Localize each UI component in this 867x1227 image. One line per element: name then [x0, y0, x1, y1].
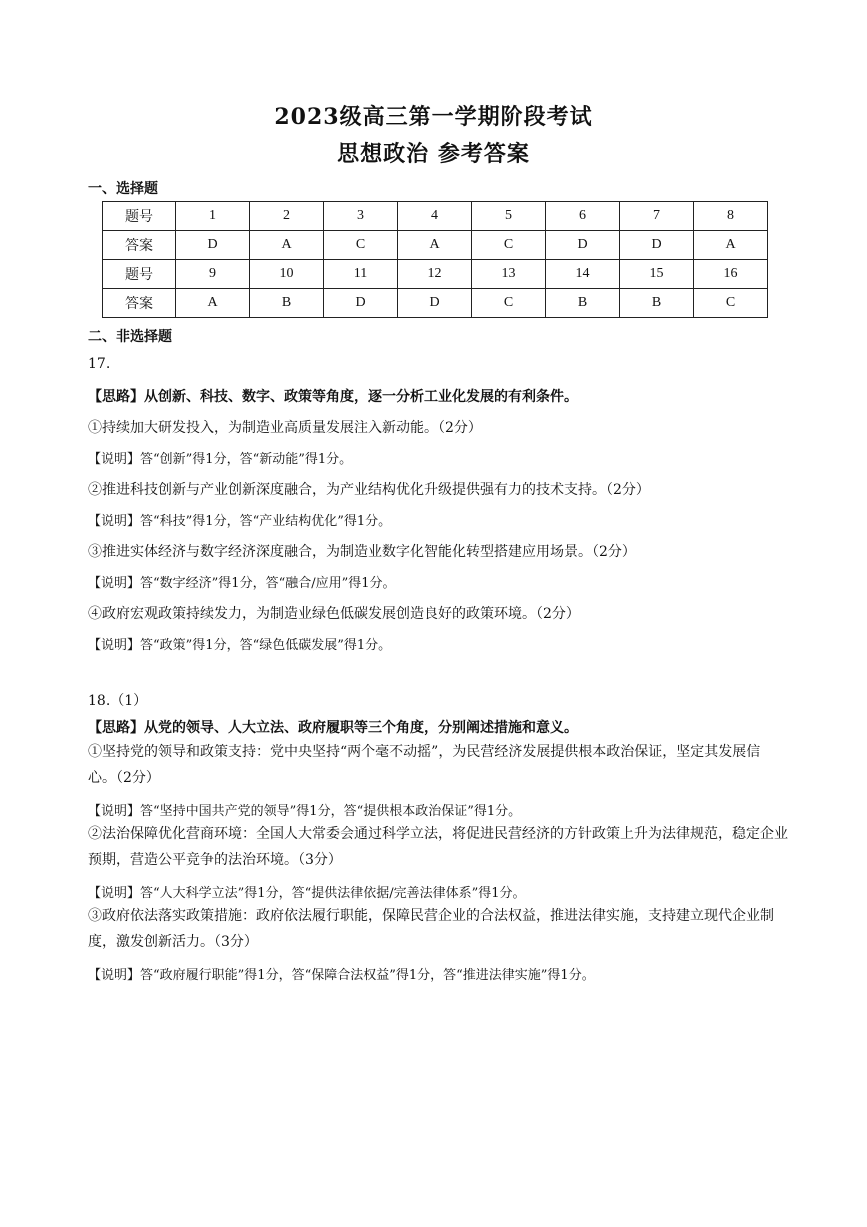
- question-17-number: 17.: [88, 356, 111, 372]
- question-18-note-2: 【说明】答“人大科学立法”得1分，答“提供法律依据/完善法律体系”得1分。: [88, 886, 526, 901]
- table-cell: D: [398, 289, 472, 318]
- question-18-note-1: 【说明】答“坚持中国共产党的领导”得1分，答“提供根本政治保证”得1分。: [88, 804, 522, 819]
- question-17-note-4: 【说明】答“政策”得1分，答“绿色低碳发展”得1分。: [88, 638, 392, 653]
- table-cell: A: [398, 231, 472, 260]
- question-17-idea: 【思路】从创新、科技、数字、政策等角度，逐一分析工业化发展的有利条件。: [88, 389, 578, 405]
- table-row: [103, 289, 768, 318]
- section-heading-choice: 一、选择题: [88, 181, 158, 197]
- table-row-label: 答案: [103, 289, 176, 318]
- table-cell: 10: [250, 260, 324, 289]
- table-row-label: 答案: [103, 231, 176, 260]
- document-subtitle: 思想政治 参考答案: [337, 141, 530, 167]
- table-cell: B: [546, 289, 620, 318]
- question-17-note-1: 【说明】答“创新”得1分，答“新动能”得1分。: [88, 452, 353, 467]
- question-18-point-2: ②法治保障优化营商环境：全国人大常委会通过科学立法，将促进民营经济的方针政策上升为法律规范，稳定企业预期，营造公平竞争的法治环境。（3分）: [88, 826, 788, 868]
- question-17-point-4: ④政府宏观政策持续发力，为制造业绿色低碳发展创造良好的政策环境。（2分）: [88, 606, 580, 622]
- question-18-note-3: 【说明】答“政府履行职能”得1分，答“保障合法权益”得1分，答“推进法律实施”得1分。: [88, 968, 595, 983]
- question-17-point-2: ②推进科技创新与产业创新深度融合，为产业结构优化升级提供强有力的技术支持。（2分）: [88, 482, 650, 498]
- question-17-note-3: 【说明】答“数字经济”得1分，答“融合/应用”得1分。: [88, 576, 396, 591]
- table-cell: 7: [620, 202, 694, 231]
- table-cell: 14: [546, 260, 620, 289]
- question-18-idea: 【思路】从党的领导、人大立法、政府履职等三个角度，分别阐述措施和意义。: [88, 720, 578, 736]
- table-cell: 8: [694, 202, 768, 231]
- document-title: 2023级高三第一学期阶段考试: [274, 104, 593, 130]
- table-cell: B: [250, 289, 324, 318]
- table-cell: 2: [250, 202, 324, 231]
- table-cell: D: [176, 231, 250, 260]
- table-cell: 4: [398, 202, 472, 231]
- section-heading-nonchoice: 二、非选择题: [88, 329, 172, 345]
- question-17-note-2: 【说明】答“科技”得1分，答“产业结构优化”得1分。: [88, 514, 392, 529]
- table-cell: D: [324, 289, 398, 318]
- table-cell: 3: [324, 202, 398, 231]
- table-cell: 13: [472, 260, 546, 289]
- question-18-number: 18.（1）: [88, 693, 148, 709]
- table-cell: D: [546, 231, 620, 260]
- table-cell: A: [250, 231, 324, 260]
- table-cell: 15: [620, 260, 694, 289]
- table-row-label: 题号: [103, 260, 176, 289]
- table-row: [103, 202, 768, 231]
- table-row: [103, 260, 768, 289]
- question-17-point-1: ①持续加大研发投入，为制造业高质量发展注入新动能。（2分）: [88, 420, 482, 436]
- table-cell: 11: [324, 260, 398, 289]
- table-cell: 12: [398, 260, 472, 289]
- table-cell: C: [324, 231, 398, 260]
- table-row: [103, 231, 768, 260]
- table-cell: C: [694, 289, 768, 318]
- table-cell: 1: [176, 202, 250, 231]
- table-cell: C: [472, 231, 546, 260]
- table-cell: B: [620, 289, 694, 318]
- question-17-point-3: ③推进实体经济与数字经济深度融合，为制造业数字化智能化转型搭建应用场景。（2分）: [88, 544, 636, 560]
- table-cell: 5: [472, 202, 546, 231]
- table-cell: 6: [546, 202, 620, 231]
- table-cell: D: [620, 231, 694, 260]
- table-cell: 9: [176, 260, 250, 289]
- table-row-label: 题号: [103, 202, 176, 231]
- table-cell: A: [694, 231, 768, 260]
- question-18-point-1: ①坚持党的领导和政策支持：党中央坚持“两个毫不动摇”，为民营经济发展提供根本政治保证，坚定其发展信心。（2分）: [88, 744, 761, 786]
- table-cell: A: [176, 289, 250, 318]
- table-cell: C: [472, 289, 546, 318]
- table-cell: 16: [694, 260, 768, 289]
- question-18-point-3: ③政府依法落实政策措施：政府依法履行职能，保障民营企业的合法权益，推进法律实施，支持建立现代企业制度，激发创新活力。（3分）: [88, 908, 774, 950]
- answer-table: [102, 201, 768, 318]
